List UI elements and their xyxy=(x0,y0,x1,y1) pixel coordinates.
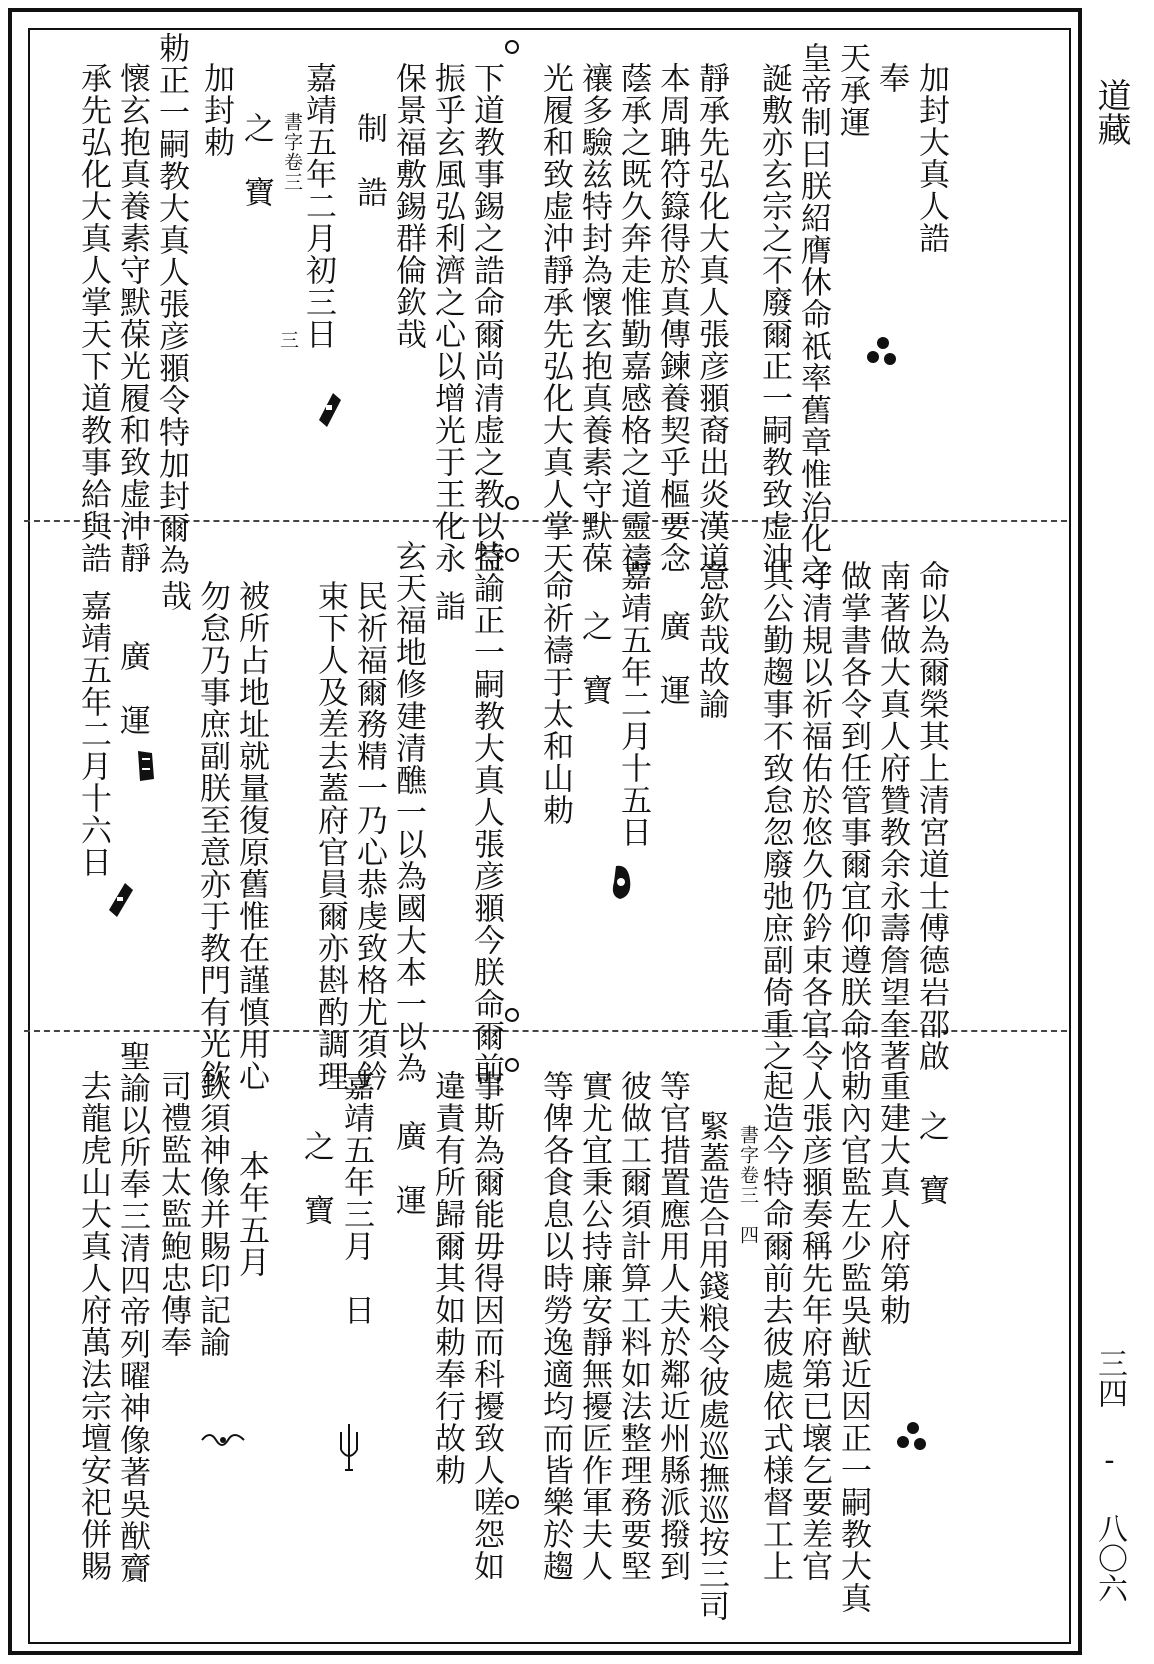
p3-text: 緊蓋造合用錢粮令彼處巡撫巡按三司 xyxy=(693,1110,729,1622)
p2-text: 做掌書各令到任管事爾宜仰遵朕命恪 xyxy=(835,560,871,1072)
ornament-seal-icon xyxy=(200,1428,246,1456)
p2-text: 束下人及差去蓋府官員爾亦斟酌調理 xyxy=(312,580,348,1092)
p1-text: 奉 xyxy=(873,62,909,94)
p3-text: 違責有所歸爾其如勅奉行故勅 xyxy=(429,1070,465,1486)
margin-page-number: 三四 - 八〇六 xyxy=(1092,1348,1127,1603)
p2-text: 哉 xyxy=(155,580,191,612)
p2-text: 玄天福地修建清醮一以為國大本一以為 xyxy=(390,540,426,1084)
circle-mark xyxy=(505,496,519,510)
p3-text: 等官措置應用人夫於鄰近州縣派撥到 xyxy=(654,1070,690,1582)
p2-text: 被所占地址就量復原舊惟在謹慎用心 xyxy=(233,580,269,1092)
p3-note: 書字卷三 四 xyxy=(737,1125,759,1245)
p1-text: 皇帝制曰朕紹膺休命祇率舊章惟治化之 xyxy=(795,42,831,586)
p1-text: 靜承先弘化大真人張彦頨裔出炎漢道 xyxy=(693,62,729,574)
p3-text: 聖諭以所奉三清四帝列曜神像著吳猷齎 xyxy=(114,1040,150,1584)
p3-heading: 欽須神像并賜印記諭 xyxy=(194,1070,230,1358)
circle-mark xyxy=(505,40,519,54)
circle-mark xyxy=(505,1008,519,1022)
p1-text: 蔭承之既久奔走惟勤嘉感格之道靈禱 xyxy=(615,62,651,574)
p2-heading: 命祈禱于太和山勅 xyxy=(537,570,573,826)
p3-text: 實尤宜秉公持廉安靜無擾匠作軍夫人 xyxy=(576,1070,612,1582)
p1-text: 承先弘化大真人掌天下道教事給與誥 xyxy=(75,62,111,574)
p2-text: 特諭正一嗣教大真人張彦頨今朕命爾前 xyxy=(468,540,504,1084)
p3-seal-label: 廣 運 xyxy=(390,1120,426,1216)
p3-text: 去龍虎山大真人府萬法宗壇安祀併賜 xyxy=(75,1070,111,1582)
p3-seal-label: 之 寶 xyxy=(913,1110,949,1206)
p2-date: 嘉靖五年二月十五日 xyxy=(615,560,651,848)
p2-text: 詣 xyxy=(429,590,465,622)
p2-seal-label: 廣 運 xyxy=(114,640,150,736)
p3-seal-label: 之 寶 xyxy=(298,1130,334,1226)
p1-heading: 加封勅 xyxy=(198,62,234,158)
p1-text: 下道教事錫之誥命爾尚清虚之教以益 xyxy=(468,62,504,574)
p3-date: 嘉靖五年三月 日 xyxy=(338,1070,374,1326)
triple-dot-seal-icon xyxy=(865,335,899,373)
p3-heading: 重建大真人府第勅 xyxy=(874,1070,910,1326)
p3-text: 本年五月 xyxy=(233,1150,269,1278)
p3-text: 等俾各食息以時勞逸適均而皆樂於趨 xyxy=(537,1070,573,1582)
p2-text: 民祈福爾務精一乃心恭虔致格尤須鈐 xyxy=(351,580,387,1092)
p2-text: 守清規以祈福佑於悠久仍鈐束各官令 xyxy=(796,560,832,1072)
p3-text: 事斯為爾能毋得因而科擾致人嗟怨如 xyxy=(468,1070,504,1582)
p3-text: 人張彦頨奏稱先年府第已壞乞要差官 xyxy=(796,1070,832,1582)
p3-text: 起造今特命爾前去彼處依式様督工上 xyxy=(757,1070,793,1582)
panel-divider-2 xyxy=(24,1030,1067,1032)
seal-mark-icon xyxy=(105,880,135,924)
p1-text: 本周聃符籙得於真傳鍊養契乎樞要念 xyxy=(654,62,690,574)
p1-text: 保景福敷錫群倫欽哉 xyxy=(390,62,426,350)
p2-seal-label: 廣 運 xyxy=(654,610,690,706)
p1-text: 天承運 xyxy=(834,42,870,138)
seal-mark-icon xyxy=(315,390,345,434)
circle-mark xyxy=(505,1058,519,1072)
p1-date: 嘉靖五年二月初三日 xyxy=(300,62,336,350)
p1-note: 書字卷三 xyxy=(281,112,303,192)
p1-seal-label: 之 寶 xyxy=(238,112,274,208)
circle-mark xyxy=(505,1495,519,1509)
p2-text: 勿怠乃事庶副朕至意亦于教門有光欽 xyxy=(194,580,230,1092)
hand-seal-icon xyxy=(336,1420,362,1484)
seal-mark-icon xyxy=(130,745,160,789)
margin-book-label: 道藏 xyxy=(1091,78,1131,146)
p3-text: 司禮監太監鮑忠傳奉 xyxy=(155,1070,191,1358)
p1-text: 勅正一嗣教大真人張彦頨令特加封爾為 xyxy=(153,32,189,576)
circle-mark xyxy=(505,548,519,562)
p1-text: 振乎玄風弘利濟之心以增光于王化永 xyxy=(429,62,465,574)
p2-date: 嘉靖五年二月十六日 xyxy=(75,590,111,878)
p1-text: 懷玄抱真養素守默葆光履和致虚沖靜 xyxy=(114,62,150,574)
p1-text: 誕敷亦玄宗之不廢爾正一嗣教致虚沖 xyxy=(756,62,792,574)
p1-seal-label: 制 誥 xyxy=(351,112,387,208)
triple-dot-seal-icon xyxy=(895,1420,929,1458)
p2-text: 命以為爾榮其上清宮道士傅德岩邵啟 xyxy=(913,560,949,1072)
p1-text: 光履和致虚沖靜承先弘化大真人掌天 xyxy=(537,62,573,574)
p1-text: 禳多驗兹特封為懷玄抱真養素守默葆 xyxy=(576,62,612,574)
p3-text: 彼做工爾須計算工料如法整理務要堅 xyxy=(615,1070,651,1582)
p2-seal-label: 之 寶 xyxy=(576,610,612,706)
p2-text: 其公勤趨事不致怠忽廢弛庶副倚重之 xyxy=(757,560,793,1072)
p1-title: 加封大真人誥 xyxy=(913,62,949,254)
p1-note: 三 xyxy=(277,330,299,350)
p3-text: 勅內官監左少監吳猷近因正一嗣教大真 xyxy=(835,1070,871,1614)
p2-text: 意欽哉故諭 xyxy=(693,560,729,720)
seal-mark-icon xyxy=(606,862,636,906)
p2-text: 南著做大真人府贊教余永壽詹望奎著 xyxy=(874,560,910,1072)
